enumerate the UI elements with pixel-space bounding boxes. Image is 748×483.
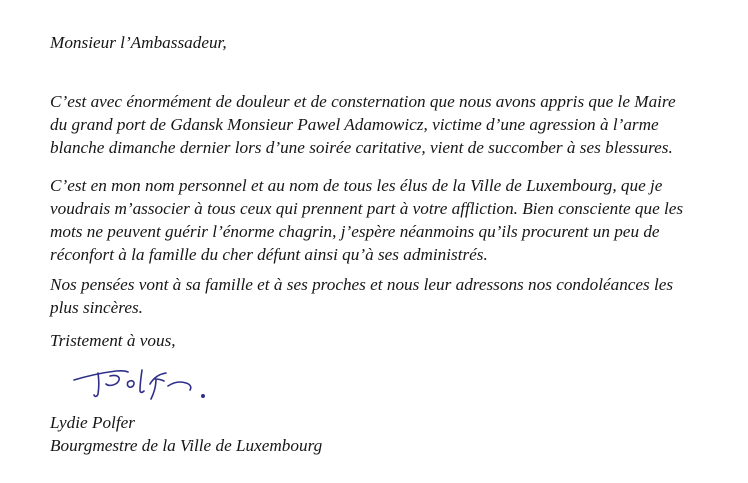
paragraph-2-line-4: réconfort à la famille du cher défunt ainsi qu’à ses administrés.	[50, 245, 488, 264]
paragraph-2-line-3: mots ne peuvent guérir l’énorme chagrin, j’espère néanmoins qu’ils procurent un peu de	[50, 222, 660, 241]
signer-name: Lydie Polfer	[50, 413, 135, 432]
paragraph-3-line-1: Nos pensées vont à sa famille et à ses proches et nous leur adressons nos condoléances les	[50, 275, 674, 294]
handwritten-signature	[68, 362, 218, 412]
closing: Tristement à vous,	[50, 331, 176, 350]
paragraph-1-line-1: C’est avec énormément de douleur et de consternation que nous avons appris que le Maire	[50, 92, 676, 111]
salutation: Monsieur l’Ambassadeur,	[50, 33, 227, 52]
paragraph-3-line-2: plus sincères.	[50, 298, 143, 317]
paragraph-2-line-1: C’est en mon nom personnel et au nom de tous les élus de la Ville de Luxembourg, que je	[50, 176, 663, 195]
paragraph-1-line-2: du grand port de Gdansk Monsieur Pawel Adamowicz, victime d’une agression à l’arme	[50, 115, 659, 134]
paragraph-1-line-3: blanche dimanche dernier lors d’une soirée caritative, vient de succomber à ses blessures.	[50, 138, 673, 157]
paragraph-2-line-2: voudrais m’associer à tous ceux qui prennent part à votre affliction. Bien consciente que les	[50, 199, 684, 218]
signer-title: Bourgmestre de la Ville de Luxembourg	[50, 436, 323, 455]
